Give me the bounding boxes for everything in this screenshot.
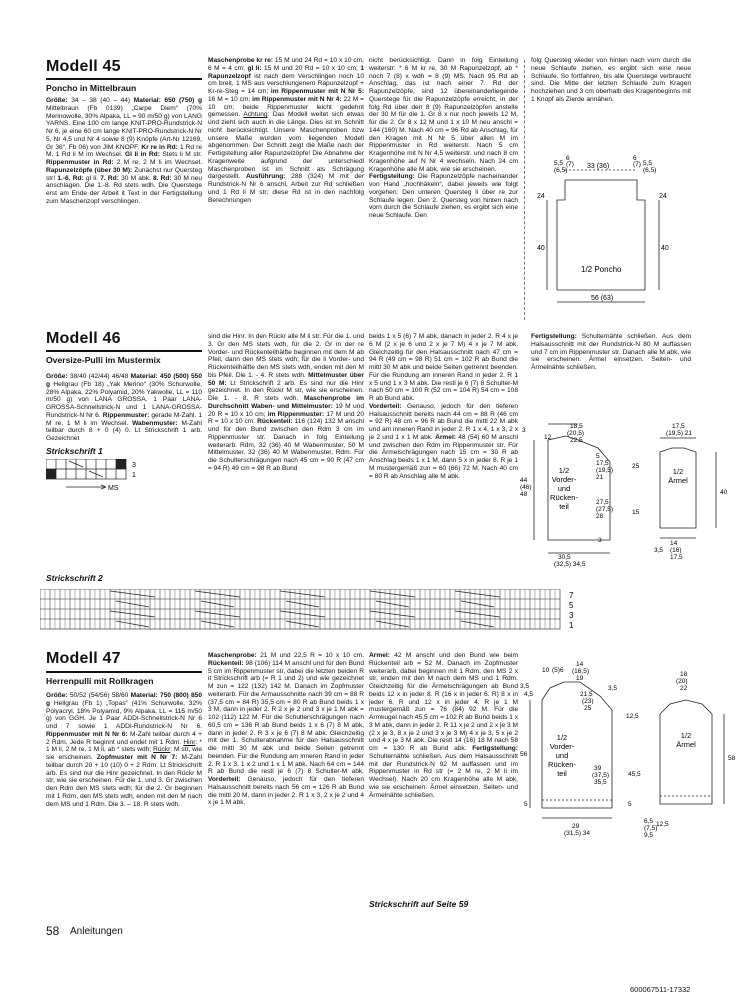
- m46-sleeve-outline: [660, 448, 696, 528]
- m47-dim: 14: [576, 661, 584, 668]
- paragraph: [208, 111, 364, 180]
- strickschrift-2-row-label: 7: [569, 591, 574, 600]
- m46-dim: (16): [670, 547, 682, 554]
- strickschrift-1-row-label: 1: [132, 472, 136, 479]
- m45-dim: 40: [537, 245, 545, 252]
- m46-dim: 3,5: [654, 547, 664, 554]
- run-in-heading: Fertigstellung:: [472, 745, 518, 752]
- paragraph: [369, 173, 518, 219]
- m46-dim: (20,5): [567, 430, 584, 437]
- run-in-heading: Ausführung:: [245, 173, 286, 181]
- m46-dim: (19,5) 21: [666, 430, 693, 437]
- paragraph-text: 30 M neu anschlagen. Die 1.-8. Rd stets wdh. Die Querstege erst am Ende der Arbeit it Text in der Fertigstellung zum Maschenzopf verschlingen.: [46, 174, 202, 205]
- m46-dim: 12: [544, 434, 552, 441]
- run-in-heading: 1 Rapunzelzopf: [208, 64, 364, 80]
- paragraph-text: 98 (106) 114 M anschl und für den Bund 5 cm im Rippenmuster str, dabei die letzten beiden R it Strickschrift arb (= R 1 und 2) und wie gezeichnet M zun = 122 (132) 142 M. Danach im Zopfmuster weiterarb. Für die Armausschnitte nach 39 cm = 88 R (37,5 cm = 84 R) 35,5 cm = 80 R ab Bund beids 1 x 3 M, dann in jeder 2. R 2 x je 2 und 3 x je 1 M abk = 102 (112) 122 M. Für die Schulterschrägungen nach 60,5 cm = 136 R ab Bund beids 1 x 6 (7) 8 M abk, dann in jeder 2. R 3 x je 6 (7) 8 M abk. Gleichzeitig mit der 1. Schulterabnahme für den Halsausschnitt die mittl 30 M abk und beide Seiten getrennt beenden. Für die Rundung am inneren Rand in jeder 2. R 1 x 3, 1 x 2 und 1 x 1 M abk. Nach 64 cm = 144 R ab Bund die restl je 6 (7) 8 Schulter-M abk.: [208, 659, 364, 776]
- underlined-term: Achtung: [243, 111, 268, 119]
- m45-rule: [46, 78, 202, 80]
- paragraph-text: Hellgrau (Fb 18) „Yak Merino“ (30% Schurwolle, 28% Alpaka, 22% Polyamid, 20% Yakwolle, LL = 110 m/50 g) von LANA GROSSA. 1 Paar LANA-GROSSA-Schnellstrick-N und 1 LANA-GROSSA-Rundstrick-N Nr 6.: [46, 380, 202, 419]
- m47-sleeve-label: 1/2 Ärmel: [676, 731, 696, 749]
- m47-dim: (7,5): [644, 825, 658, 832]
- paragraph-text: Hellgrau (Fb 1) „Topas“ (41% Schurwolle, 32% Polyacryl, 18% Polyamid, 9% Alpaka, LL = 115 m/50 g) von GGH. Je 1 Paar ADDI-Schnellstrick-N Nr 6 und 7 sowie 1 ADDI-Rundstrick-N Nr 6.: [46, 699, 202, 730]
- page-number-value: 58: [46, 924, 60, 938]
- run-in-heading: Ärmel:: [369, 652, 390, 659]
- paragraph-text: : Das Modell weitet sich etwas und zieht sich auch in die Länge. Dies ist im Schnitt nicht berücksichtigt. Unsere Maschenproben bzw unsere Maße wurden vom liegenden Modell abgenommen. Der Schnitt zeigt die Maße nach der Fertigstellung aller Rapunzelzöpfe! Die Abnahme der Kragenweite aufgrund der unterschiedl Maschenproben ist im Schnitt als Schrägung dargestellt.: [208, 111, 364, 181]
- run-in-heading: 7. Rd:: [100, 174, 119, 182]
- run-in-heading: Zopfmuster mit N Nr 7:: [96, 754, 178, 761]
- paragraph: [46, 754, 202, 808]
- run-in-heading: Rückenteil:: [208, 659, 244, 667]
- run-in-heading: Maschenprobe kr re:: [208, 57, 273, 64]
- paragraph-text: 30 M abk.: [118, 174, 153, 182]
- paragraph: [46, 97, 202, 151]
- m47-column-1: [46, 692, 202, 907]
- m47-dim: (37,5): [592, 772, 609, 779]
- m46-dim: 14: [670, 540, 678, 547]
- m45-dim-bottom: 56 (63): [591, 295, 614, 302]
- paragraph: [369, 745, 518, 799]
- strickschrift-2-row-label: 5: [569, 601, 574, 610]
- paragraph-text: Mittelbraun (Fb 0139) „Carpe Diem“ (70% Merinowolle, 30% Alpaka, LL = 90 m/50 g) von LANG YARNS. Eine 100 cm lange KNIT-PRO-Rundstrick-N Nr 6, je eine 60 cm lange KNIT-PRO-Rundstrick-N Nr 5, Nr 4,5 und Nr 4 sowie 8 (9) Knöpfe (Art-Nr 12169, Gr 36“, Fb 06) von JIM KNOPF.: [46, 104, 202, 151]
- strickschrift-2-row-label: 3: [569, 611, 574, 620]
- paragraph-text: Lt Strickschrift 2 arb. Es sind nur die Hinr gezeichnet. In den Rückr M str, wie sie erscheinen. Die 1. - 8. R stets wdh.: [208, 379, 364, 402]
- m47-subtitle: Herrenpulli mit Rollkragen: [46, 676, 154, 686]
- m45-dim: (7): [633, 161, 641, 168]
- m45-dim: 5,5: [554, 160, 564, 167]
- paragraph: [208, 776, 364, 806]
- m46-dim: 30,5: [558, 554, 571, 561]
- run-in-heading: Gl li in Rd:: [125, 151, 160, 159]
- run-in-heading: Größe:: [46, 373, 68, 380]
- m46-dim: (27,5): [596, 506, 613, 513]
- run-in-heading: Fertigstellung:: [531, 333, 577, 340]
- m46-dim: 28: [596, 513, 604, 520]
- paragraph-text: M-Zahl teilbar durch 4 + 2 Rdm. Jede R beginnt und endet mit 1 Rdm.: [46, 730, 202, 746]
- paragraph-text: nicht berücksichtigt. Dann in folg Einteilung weiterstr: * 6 M kr re, 30 M Rapunzelzopf, ab * noch 7 (8) x wdh = 8 (9) MS. Nach 95 Rd ab Anschlag, das ist nach einer 7. Rd der Rapunzelzöpfe, sind 12 übereinanderliegende Querstege für die Rapunzelzöpfe erreicht, in der folg Rd über den 8 (9) Rapunzelzöpfen anstelle der 30 M für die 1. Gr 8 x nur noch jeweils 12 M, für die 2. Gr 8 x 12 M und 1 x 10 M neu anschl = 144 (160) M. Nach 40 cm = 96 Rd ab Anschlag, für den Kragen mit N Nr 5 über allen M im Rippenmuster in Rd weiterstr. Nach 5 cm Kragenhöhe mit N Nr 4,5 weiterstr. und nach 8 cm Kragenhöhe auf N Nr 4 wechseln. Nach 24 cm Kragenhöhe alle M abk, wie sie erscheinen.: [369, 57, 518, 173]
- m46-dim: (32,5) 34,5: [554, 561, 586, 568]
- m47-dim: 9,5: [644, 832, 654, 839]
- m46-dim: 25: [632, 463, 640, 470]
- m46-body-label: 1/2 Vorder-und Rücken-teil: [550, 466, 578, 511]
- m47-dim: 58: [728, 755, 736, 762]
- run-in-heading: Mittelmuster über 50 M:: [208, 371, 364, 387]
- m46-dim: 3: [598, 537, 602, 544]
- m46-dim: (46): [520, 484, 532, 491]
- paragraph: [46, 373, 128, 380]
- m47-column-3: [369, 652, 518, 892]
- run-in-heading: gl li:: [247, 64, 262, 72]
- m45-dim: 6: [633, 155, 637, 162]
- paragraph: [46, 731, 202, 746]
- m45-dim-top: 33 (36): [587, 163, 610, 170]
- m46-dim: 5: [596, 453, 600, 460]
- paragraph-text: 50/52 (54/56) 58/60: [67, 692, 129, 699]
- page-number: [46, 924, 59, 938]
- underlined-term: Hinr: [183, 738, 196, 746]
- paragraph-text: M-Zahl teilbar durch 20 + 10 (10) 0 + 2 Rdm. Lt Strickschrift arb. Es sind nur die Hinr gezeichnet. In den Rückr M str, wie sie erscheinen. Für die 1. und 3. Gr zwischen den Rdm den MS stets wdh; für die 2. Gr beginnen mit 1 Rdm, den MS stets wdh, enden mit den M nach dem MS und 1 Rdm. Die 3. – 18. R stets wdh.: [46, 754, 202, 808]
- paragraph-text: 19 M und 20 R = 10 x 10 cm;: [208, 402, 364, 418]
- paragraph-text: : * 1 M li, 2 M re, 1 M li, ab * stets wdh;: [46, 738, 202, 754]
- m46-dim: 17,5: [596, 460, 609, 467]
- m47-dim: 21,5: [580, 691, 593, 698]
- run-in-heading: Rippenmuster:: [102, 411, 150, 419]
- paragraph: [531, 333, 691, 371]
- m45-poncho-label: 1/2 Poncho: [581, 265, 622, 274]
- m45-column-1: [46, 97, 202, 322]
- paragraph: [208, 418, 364, 472]
- m47-dim: 10: [542, 667, 550, 674]
- m46-sleeve-label: 1/2 Ärmel: [668, 467, 688, 485]
- strickschrift-2-label: Strickschrift 2: [46, 573, 103, 583]
- paragraph-text: 48 (54) 60 M anschl und zwischen den Rdm im Rippenmuster str. Für die Ärmelschrägungen nach 15 cm = 30 R ab Anschlag beids 1 x 1 M, dann 5 x in jeder 8. R je 1 M mustergemäß zun = 60 (66) 72 M. Nach 40 cm = 80 R ab Anschlag alle M abk.: [369, 433, 518, 480]
- run-in-heading: Größe:: [46, 692, 68, 699]
- m45-column-3: [369, 57, 518, 322]
- run-in-heading: Rapunzelzöpfe (über 30 M):: [46, 166, 133, 174]
- m45-poncho-diagram: [533, 152, 691, 322]
- strickschrift-1-ms: MS: [108, 485, 119, 492]
- strickschrift-2-chart: [40, 589, 595, 635]
- section-name: Anleitungen: [70, 926, 123, 937]
- paragraph-text: 42 M anschl und den Bund wie beim Rückenteil arb = 52 M. Danach im Zopfmuster weiterarb, dabei beginnen mit 1 Rdm, den MS 2 x str, enden mit den M nach dem MS und 1 Rdm. Gleichzeitig für die Ärmelschrägungen ab Bund beids 12 x in jeder 8. R (16 x in jeder 6. R) 8 x in jeder 6. R und 12 x in jeder 4. R je 1 M mustergemäß zun = 76 (84) 92 M. Für die Armkugel nach 45,5 cm = 102 R ab Bund beids 1 x 3 M abk, dann in jeder 2. R 11 x je 2 und 2 x je 3 M (2 x je 3, 8 x je 2 und 3 x je 3 M) 4 x je 3, 5 x je 2 und 4 x je 3 M abk. Die restl 14 (16) 18 M nach 58 cm = 130 R ab Bund abk.: [369, 652, 518, 752]
- m47-dim: 39: [594, 765, 602, 772]
- paragraph-text: 38/40 (42/44) 46/48: [67, 373, 129, 380]
- run-in-heading: Rückenteil:: [257, 418, 293, 426]
- paragraph-text: 2 M re, 2 M li im Wechsel.: [113, 159, 202, 166]
- m47-dim: (16,5): [572, 668, 589, 675]
- m46-column-2: [208, 333, 364, 583]
- paragraph: [208, 652, 364, 659]
- run-in-heading: Wabenmuster:: [132, 419, 178, 427]
- run-in-heading: Material: 750 (800) 850 g: [46, 692, 202, 707]
- paragraph-text: ist nach dem Verschlingen noch 10 cm breit, 1 MS aus verschlungenem Rapunzelzopf + Kr-re-Steg = 14 cm;: [208, 72, 364, 95]
- paragraph: [208, 660, 364, 776]
- m47-strickschrift-reference: Strickschrift auf Seite 59: [369, 899, 469, 909]
- m45-title: Modell 45: [46, 58, 121, 75]
- m47-body-diagram: [520, 660, 742, 860]
- m46-dim: 44: [520, 477, 528, 484]
- m47-dim: 5: [524, 801, 528, 808]
- m47-dim: (23): [582, 698, 594, 705]
- m47-dim: 12,5: [656, 821, 669, 828]
- paragraph-text: 15 M und 24 Rd = 10 x 10 cm, 6 M = 4 cm;: [208, 57, 364, 72]
- m47-dim: (31,5) 34: [564, 830, 591, 837]
- m47-dim: (20): [676, 678, 688, 685]
- m45-dim: (6,5): [643, 167, 657, 174]
- strickschrift-1-label: Strickschrift 1: [46, 446, 103, 456]
- run-in-heading: 1.-6. Rd:: [57, 174, 84, 182]
- paragraph: [46, 97, 130, 104]
- m46-column-1: [46, 373, 202, 448]
- paragraph: [100, 175, 153, 182]
- m47-dim: 6,5: [644, 818, 654, 825]
- m47-dim: 35,5: [594, 779, 607, 786]
- m47-dim: 25: [584, 705, 592, 712]
- paragraph-text: Schulternähte schließen. Aus dem Halsausschnitt mit der Rundstrick-N 92 M auffassen und im Rippenmuster in Rd str (= 2 M re, 2 M li im Wechsel). Nach 20 cm Kragenhöhe alle M abk, wie sie erscheinen. Ärmel einsetzen. Seiten- und Ärmelnähte schließen.: [369, 752, 518, 799]
- m46-dim: 40: [720, 489, 728, 496]
- m46-dim: (19,5): [596, 467, 613, 474]
- paragraph: [57, 175, 100, 182]
- m47-sleeve-outline: [660, 700, 712, 804]
- underlined-term: Rückr: [153, 746, 171, 754]
- strickschrift-1-chart: [46, 459, 156, 499]
- paragraph-text: gl li.: [83, 174, 101, 182]
- paragraph-text: Stets li M str.: [159, 151, 202, 159]
- m45-column-4: [531, 57, 691, 147]
- run-in-heading: Material: 450 (500) 550 g: [46, 373, 202, 388]
- paragraph-text: Genauso, jedoch für den tieferen Halsausschnitt bereits nach 44 cm = 88 R (46 cm = 92 R) 48 cm = 96 R ab Bund die mittl 22 M abk und am inneren Rand in jeder 2. R 1 x 4, 1 x 3, 2 x je 2 und 1 x 1 M abk.: [369, 402, 518, 441]
- m47-dim: 19: [576, 675, 584, 682]
- m47-dim: 29: [572, 823, 580, 830]
- m47-body-label: 1/2 Vorder-und Rücken-teil: [548, 733, 576, 778]
- run-in-heading: im Rippenmuster mit N Nr 4:: [252, 95, 342, 103]
- paragraph-text: 15 M und 20 Rd = 10 x 10 cm;: [261, 64, 361, 72]
- m46-column-3: [369, 333, 518, 583]
- m46-column-4: [531, 333, 691, 385]
- m47-dim: 6: [560, 667, 564, 674]
- paragraph-text: M-Zahl teilbar durch 8 + 0 (4) 0. Lt Strickschrift 1 arb. Gezeichnet: [46, 419, 202, 442]
- m47-title: Modell 47: [46, 650, 121, 667]
- run-in-heading: Ärmel:: [435, 433, 456, 441]
- run-in-heading: Vorderteil:: [208, 776, 241, 783]
- paragraph-text: Schulternähte schließen. Aus dem Halsausschnitt mit der Rundstrick-N 80 M auffassen und 7 cm im Rippenmuster str. Danach alle M abk, wie sie erscheinen. Ärmel einsetzen. Seiten- und Ärmelnähte schließen.: [531, 333, 691, 371]
- paragraph-text: : M str, wie sie erscheinen.: [46, 746, 202, 761]
- run-in-heading: im Rippenmuster mit N Nr 5:: [270, 88, 364, 95]
- paragraph-text: gerade M-Zahl. 1 M re, 1 M li im Wechsel.: [46, 411, 202, 427]
- m46-rule: [46, 350, 202, 352]
- run-in-heading: Maschenprobe:: [208, 652, 257, 659]
- paragraph: [369, 652, 518, 752]
- paragraph-text: Die Rapunzelzöpfe nacheinander von Hand „hochhäkeln“, dabei jeweils wie folgt vorgehen: Den unteren Quersteg li über re zur Schlaufe legen. Den 2. Quersteg von hinten nach vorn durch die Schlaufe ziehen, es ergibt sich eine neue Schlaufe. Den: [369, 173, 518, 219]
- strickschrift-1-row-label: 3: [132, 462, 136, 469]
- m47-rule: [46, 671, 202, 673]
- paragraph: [46, 692, 128, 699]
- m45-dim: 24: [659, 193, 667, 200]
- m45-dim: 5,5: [643, 160, 653, 167]
- paragraph-text: 16 M = 10 cm;: [208, 95, 253, 103]
- paragraph: [369, 434, 518, 480]
- run-in-heading: Kr re in Rd:: [141, 143, 178, 151]
- m47-dim: 12,5: [626, 713, 639, 720]
- m47-dim: 3,5: [520, 683, 530, 690]
- paragraph-text: sind die Hinr. In den Rückr alle M li str. Für die 1. und 3. Gr den MS stets wdh, für die 2. Gr in der re Vorder- und Rückenteilhälfte beginnen mit dem M ab Pfeil, dann den MS stets wdh; für die li Vorder- und Rückenteilhälfte den MS stets wdh, enden mit den M bis Pfeil. Die 1. - 4. R stets wdh.: [208, 333, 364, 379]
- paragraph-text: 288 (324) M mit der Rundstrick-N Nr 6 anschl, Arbeit zur Rd schließen und 1 Rd li M str; diese Rd ist in den nachfolg Berechnungen: [208, 173, 364, 204]
- m47-dim: 3,5: [608, 685, 618, 692]
- m47-dim: 45,5: [628, 771, 641, 778]
- m47-dim: 5: [628, 801, 632, 808]
- run-in-heading: Rippenmuster mit N Nr 6:: [46, 730, 128, 738]
- paragraph: [46, 159, 202, 166]
- m46-dim: 27,5: [596, 499, 609, 506]
- run-in-heading: Material: 650 (750) g: [133, 97, 202, 104]
- m46-title: Modell 46: [46, 330, 121, 347]
- m45-dim: 40: [661, 245, 669, 252]
- m46-dim: 21: [596, 474, 604, 481]
- paragraph-text: folg Quersteg wieder von hinten nach vorn durch die neue Schlaufe ziehen, es ergibt sich eine neue Schlaufe. So fortfahren, bis alle Querstege verbraucht sind. Die Mitte der letzten Schlaufe zum Kragen hochziehen und 3 cm oberhalb des Kragenbeginns mit 1 Knopf als Zierde annähen.: [531, 57, 691, 103]
- m46-body-diagram: [520, 418, 742, 568]
- m47-dim: 18: [680, 671, 688, 678]
- m46-dim: 17,5: [672, 423, 685, 430]
- paragraph-text: 1 Rd re M, 1 Rd li M im Wechsel.: [46, 143, 202, 159]
- paragraph-text: 17 M und 20 R = 10 x 10 cm.: [208, 410, 364, 426]
- m45-dim: (6,5): [554, 167, 568, 174]
- m46-dim: 17,5: [670, 554, 683, 561]
- paragraph-text: beids 1 x 5 (6) 7 M abk, danach in jeder 2. R 4 x je 6 M (2 x je 6 und 2 x je 7 M) 4 x je 7 M abk. Gleichzeitig für den Halsausschnitt nach 47 cm = 94 R (49 cm = 98 R) 51 cm = 102 R ab Bund die mittl 30 M abk und beide Seiten getrennt beenden. Für die Rundung am inneren Rand in jeder 2. R 1 x 5 und 1 x 3 M abk. Die restl je 6 (7) 8 Schulter-M nach 50 cm = 100 R (52 cm = 104 R) 54 cm = 108 R ab Bund abk.: [369, 333, 518, 402]
- column-separator: [524, 60, 525, 320]
- m47-dim: 4,5: [524, 691, 534, 698]
- run-in-heading: im Rippenmuster:: [267, 410, 325, 418]
- run-in-heading: Rippenmuster in Rd:: [46, 159, 114, 166]
- m47-dim: 22: [680, 685, 688, 692]
- paragraph-text: 34 – 38 (40 – 44): [67, 97, 131, 104]
- run-in-heading: Fertigstellung:: [369, 173, 415, 181]
- run-in-heading: Maschenprobe im Durchschnitt Waben- und Mittelmuster:: [208, 395, 364, 410]
- run-in-heading: Vorderteil:: [369, 402, 402, 410]
- paragraph: [125, 151, 202, 158]
- m46-dim: 22,5: [570, 437, 583, 444]
- article-code: 600067511-17332: [630, 985, 691, 994]
- m46-dim: 48: [520, 491, 528, 498]
- paragraph-text: 21 M und 22,5 R = 10 x 10 cm.: [256, 652, 364, 659]
- run-in-heading: 8. Rd:: [152, 174, 172, 182]
- m46-subtitle: Oversize-Pulli im Mustermix: [46, 355, 161, 365]
- paragraph: [247, 65, 360, 72]
- m47-dim: (5): [552, 667, 560, 674]
- m45-dim: (7): [566, 161, 574, 168]
- paragraph-text: 22 M = 10 cm; beide Rippenmuster leicht gedehnt gemessen.: [208, 95, 364, 119]
- m47-dim: 56: [520, 751, 528, 758]
- paragraph-text: Zunächst nur Quersteg str!: [46, 166, 202, 182]
- m46-dim: 3: [522, 427, 526, 434]
- paragraph-text: 116 (124) 132 M anschl und für den Bund zwischen den Rdm 3 cm im Rippenmuster str. Danach in folg Einteilung weiterarb: Rdm, 32 (36) 40 M Wabenmuster, 50 M Mittelmuster, 32 (36) 40 M Wabenmuster, Rdm. Für die Schulterschrägungen nach 45 cm = 90 R (47 cm = 94 R) 49 cm = 98 R ab Bund: [208, 418, 364, 472]
- run-in-heading: Größe:: [46, 97, 68, 104]
- paragraph-text: Genauso, jedoch für den tieferen Halsausschnitt bereits nach 56 cm = 126 R ab Bund die mittl 20 M, dann in jeder 2. R 1 x 3, 2 x je 2 und 4 x je 1 M abk.: [208, 776, 364, 807]
- strickschrift-2-row-label: 1: [569, 621, 574, 630]
- m46-dim: 15: [632, 509, 640, 516]
- m45-column-2: [208, 57, 364, 322]
- m46-dim: 18,5: [570, 423, 583, 430]
- m47-column-2: [208, 652, 364, 917]
- m45-dim: 6: [566, 155, 570, 162]
- m45-subtitle: Poncho in Mittelbraun: [46, 83, 137, 93]
- m45-dim: 24: [537, 193, 545, 200]
